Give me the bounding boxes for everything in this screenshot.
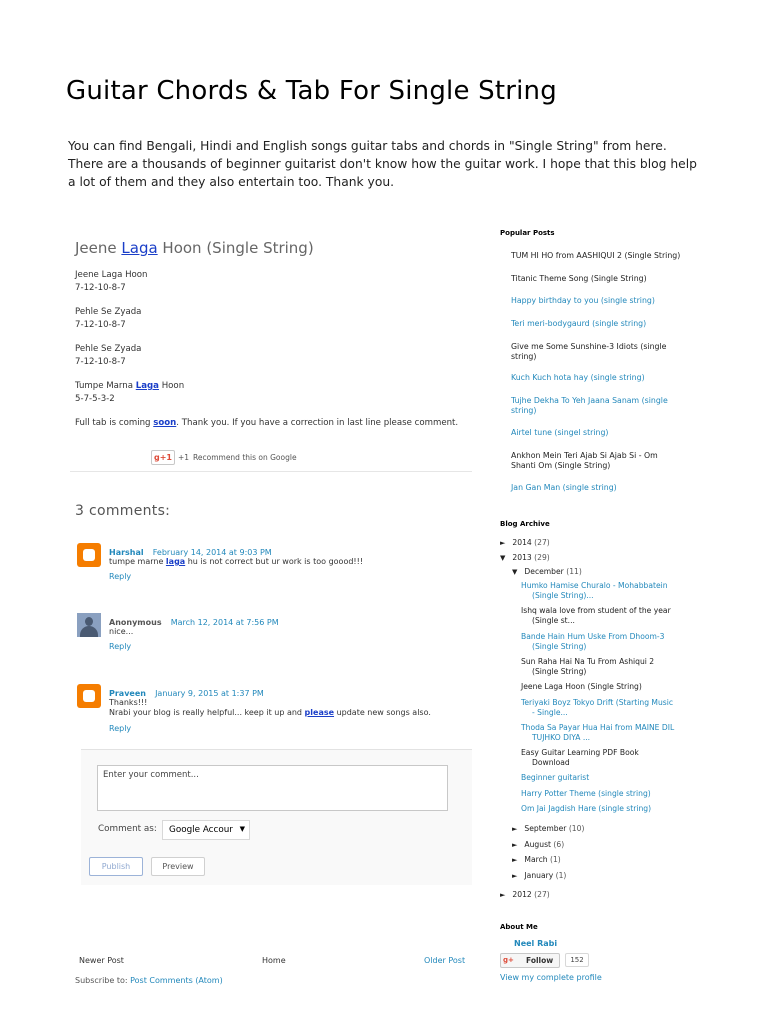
archive-year-2012[interactable] [500,890,550,899]
tab-line-1: 7-12-10-8-7 [75,283,126,293]
archive-post-line: Harry Potter Theme (single string) [521,789,651,798]
archive-post-line: Download [532,757,570,767]
archive-post-link[interactable] [521,657,681,676]
comment-text [109,556,363,567]
archive-year-2014[interactable] [500,538,550,547]
follow-button[interactable] [500,953,560,968]
archive-post-link[interactable] [521,682,681,692]
archive-post-line: (Single st... [532,615,575,625]
reply-link[interactable]: Reply [109,642,132,651]
popular-post-link[interactable]: Kuch Kuch hota hay (single string) [511,373,645,382]
archive-count: (27) [534,890,550,899]
archive-count: (29) [534,553,550,562]
publish-button[interactable]: Publish [89,857,143,876]
collapse-arrow-icon[interactable]: ▼ [500,554,506,562]
archive-post-line: (Single String) [532,641,587,651]
follower-count: 152 [565,953,589,967]
gplus-recommend-text: Recommend this on Google [193,453,297,462]
follow-label: Follow [526,956,554,965]
archive-post-link[interactable] [521,804,681,814]
archive-count: (1) [555,871,567,880]
archive-year-label[interactable]: 2014 [512,538,532,547]
archive-post-link[interactable] [521,789,681,799]
comment-text-line-2 [109,707,431,718]
post-footer-start: Full tab is coming [75,418,154,428]
archive-post-line: Easy Guitar Learning PDF Book [521,748,639,757]
archive-post-line: Humko Hamise Churalo - Mohabbatein [521,581,668,590]
archive-count: (6) [553,840,565,849]
view-profile-link[interactable]: View my complete profile [500,973,602,982]
popular-post-link[interactable]: Airtel tune (singel string) [511,428,609,437]
older-post-link[interactable]: Older Post [424,956,466,965]
post-title-link[interactable]: Laga [121,239,158,257]
archive-post-link[interactable] [521,748,681,767]
archive-month-label[interactable]: December [524,567,564,576]
expand-arrow-icon[interactable]: ► [512,856,518,864]
post-footer-end: . Thank you. If you have a correction in last line please comment. [176,418,459,428]
comment-date[interactable]: February 14, 2014 at 9:03 PM [152,548,272,557]
popular-post-link[interactable]: Teri meri-bodygaurd (single string) [511,319,647,328]
account-select-value: Google Accour [169,825,233,835]
archive-post-line: Thoda Sa Payar Hua Hai from MAINE DIL [521,723,675,732]
archive-year-2013[interactable] [500,553,550,562]
preview-button[interactable]: Preview [151,857,205,876]
blog-description: You can find Bengali, Hindi and English songs guitar tabs and chords in "Single String" from here. There are a thousands of beginner guitarist don't know how the guitar work. I hope that this blog help a lot of them and they also entertain too. Thank you. [68,139,697,189]
archive-month-december[interactable] [512,567,582,576]
lyric-line-4-end: Hoon [158,381,185,391]
post-title [75,239,314,257]
comments-heading: 3 comments: [75,503,171,519]
popular-post-link[interactable]: Titanic Theme Song (Single String) [511,274,647,283]
lyric-line-4-start: Tumpe Marna [75,381,136,391]
popular-post-link[interactable]: Jan Gan Man (single string) [511,483,617,492]
post-title-start: Jeene [75,239,122,257]
comment-text: nice... [109,627,134,636]
expand-arrow-icon[interactable]: ► [500,539,506,547]
archive-count: (10) [568,824,585,833]
popular-post-link[interactable]: Ankhon Mein Teri Ajab Si Ajab Si - Om Shanti Om (Single String) [511,451,658,470]
archive-post-line: Sun Raha Hai Na Tu From Ashiqui 2 [521,657,655,666]
comment-text-line-1: Thanks!!! [109,698,148,707]
archive-post-link[interactable] [521,606,681,625]
lyric-line-4-link[interactable]: Laga [135,381,159,391]
newer-post-link[interactable]: Newer Post [79,956,124,965]
comment-as-label: Comment as: [98,824,157,834]
archive-post-line: - Single... [532,707,568,717]
archive-post-link[interactable] [521,581,681,600]
archive-month-label[interactable]: March [524,855,548,864]
comment-text-end: hu is not correct but ur work is too goood!!! [185,557,364,566]
post-comments-atom-link[interactable]: Post Comments (Atom) [130,976,223,985]
archive-post-line: (Single String) [532,666,587,676]
expand-arrow-icon[interactable]: ► [512,825,518,833]
about-me-heading: About Me [500,923,538,931]
archive-post-link[interactable] [521,723,681,742]
comment-author: Anonymous [109,618,162,627]
archive-year-label[interactable]: 2012 [512,890,532,899]
expand-arrow-icon[interactable]: ► [512,872,518,880]
google-plus-icon: g+ [503,956,514,964]
archive-year-label[interactable]: 2013 [512,553,532,562]
gplus-one-button[interactable]: g+1 [151,450,175,465]
tab-line-4: 5-7-5-3-2 [75,394,115,404]
reply-link[interactable]: Reply [109,724,132,733]
archive-month-march[interactable] [512,855,561,864]
subscribe-label: Subscribe to: [75,976,131,985]
reply-link[interactable]: Reply [109,572,132,581]
please-link[interactable]: please [304,708,335,717]
account-select[interactable] [162,820,250,840]
archive-post-line: (Single String)... [532,590,594,600]
archive-month-label[interactable]: September [524,824,567,833]
home-link[interactable]: Home [262,956,286,965]
archive-post-line: Om Jai Jagdish Hare (single string) [521,804,652,813]
blogger-avatar-icon[interactable] [77,543,101,567]
comment-author[interactable]: Harshal [109,548,144,557]
tab-line-2: 7-12-10-8-7 [75,320,126,330]
blog-title[interactable]: Guitar Chords & Tab For Single String [66,76,557,106]
archive-post-line: TUJHKO DIYA ... [532,732,591,742]
expand-arrow-icon[interactable]: ► [500,891,506,899]
laga-link[interactable]: laga [165,557,186,566]
comment-textarea[interactable]: Enter your comment... [97,765,448,811]
archive-post-line: Ishq wala love from student of the year [521,606,671,615]
archive-count: (11) [566,567,582,576]
dropdown-arrow-icon: ▼ [239,825,245,833]
collapse-arrow-icon[interactable]: ▼ [512,568,518,576]
archive-month-label[interactable]: January [524,871,554,880]
profile-name-link[interactable]: Neel Rabi [514,939,558,948]
post-title-end: Hoon (Single String) [157,239,314,257]
subscribe-line [75,976,223,985]
popular-post-link[interactable]: TUM HI HO from AASHIQUI 2 (Single String) [511,251,681,260]
expand-arrow-icon[interactable]: ► [512,841,518,849]
comment-header [109,610,279,629]
comment-text-end: update new songs also. [334,708,431,717]
archive-post-line: Bande Hain Hum Uske From Dhoom-3 [521,632,665,641]
archive-post-line: Teriyaki Boyz Tokyo Drift (Starting Music [521,698,674,707]
comment-text-start: Nrabi your blog is really helpful... keep it up and [109,708,305,717]
archive-count: (27) [534,538,550,547]
post-footer-text [75,418,458,428]
avatar-head-shape [85,617,93,626]
tab-line-3: 7-12-10-8-7 [75,357,126,367]
archive-count: (1) [550,855,561,864]
archive-post-line: Jeene Laga Hoon (Single String) [521,682,642,691]
archive-post-link[interactable] [521,632,681,651]
comment-text-start: tumpe marne [109,557,166,566]
comment-date[interactable]: January 9, 2015 at 1:37 PM [155,689,264,698]
popular-posts-heading: Popular Posts [500,229,555,237]
lyric-line-4 [75,381,184,391]
popular-post-link[interactable]: Give me Some Sunshine-3 Idiots (single string) [511,342,667,361]
blogger-avatar-icon[interactable] [77,684,101,708]
archive-post-link[interactable] [521,698,681,717]
lyric-line-3: Pehle Se Zyada [75,344,142,354]
comment-author[interactable]: Praveen [109,689,146,698]
archive-month-january[interactable] [512,871,566,880]
archive-month-august[interactable] [512,840,564,849]
avatar-body-shape [80,626,98,637]
archive-post-link[interactable] [521,773,681,783]
archive-month-september[interactable] [512,824,584,833]
popular-post-link[interactable]: Tujhe Dekha To Yeh Jaana Sanam (single string) [511,396,668,415]
soon-link[interactable]: soon [153,418,177,428]
archive-month-label[interactable]: August [524,840,551,849]
blog-archive-heading: Blog Archive [500,520,550,528]
lyric-line-1: Jeene Laga Hoon [75,270,148,280]
anonymous-avatar-icon[interactable] [77,613,101,637]
post-divider [70,471,472,472]
lyric-line-2: Pehle Se Zyada [75,307,142,317]
popular-post-link[interactable]: Happy birthday to you (single string) [511,296,655,305]
comment-date[interactable]: March 12, 2014 at 7:56 PM [170,618,279,627]
gplus-count: +1 [178,453,190,462]
archive-post-line: Beginner guitarist [521,773,590,782]
